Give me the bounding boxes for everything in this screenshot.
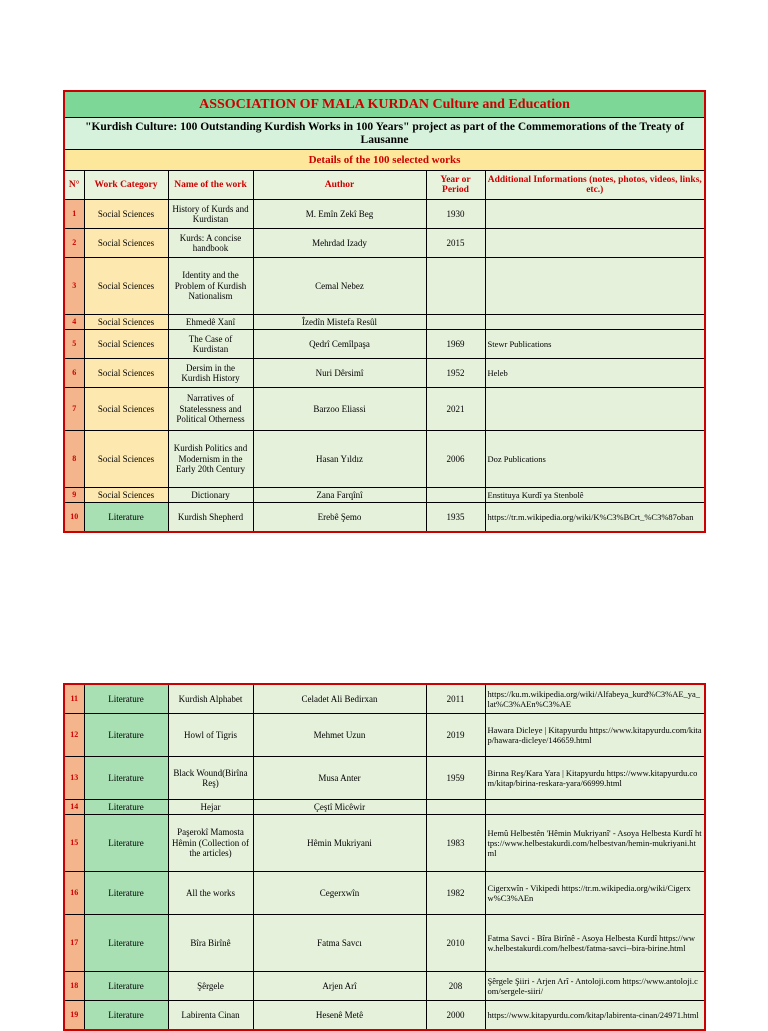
table-row [64,1001,705,1031]
row-category: Social Sciences [84,258,168,315]
row-year [426,258,485,315]
row-additional-info: Birına Reş/Kara Yara | Kitapyurdu https://www.kitapyurdu.com/kitap/birina-reskara-yara/66999.html [485,757,705,800]
row-work-name: Kurdish Shepherd [168,503,253,533]
project-subtitle: "Kurdish Culture: 100 Outstanding Kurdish Works in 100 Years" project as part of the Commemorations of the Treaty of Lausanne [64,118,705,150]
row-year [426,488,485,503]
table-row [64,200,705,229]
association-title: ASSOCIATION OF MALA KURDAN Culture and Education [64,91,705,118]
row-work-name: The Case of Kurdistan [168,330,253,359]
row-additional-info: Hemû Helbestên 'Hêmin Mukriyanî' - Asoya Helbesta Kurdî https://www.helbestakurdi.com/helbestvan/hemin-mukriyani.html [485,815,705,872]
row-category: Social Sciences [84,359,168,388]
row-work-name: Kurdish Politics and Modernism in the Early 20th Century [168,431,253,488]
table-row [64,757,705,800]
row-number: 2 [64,229,84,258]
row-year: 1952 [426,359,485,388]
table-row [64,714,705,757]
row-author: Arjen Arî [253,972,426,1001]
table-row [64,872,705,915]
table-row [64,684,705,714]
row-category: Literature [84,872,168,915]
row-number: 11 [64,684,84,714]
table-row [64,258,705,315]
row-category: Literature [84,972,168,1001]
row-author: M. Emîn Zekî Beg [253,200,426,229]
row-number: 19 [64,1001,84,1031]
table-row [64,330,705,359]
row-work-name: Paşerokî Mamosta Hêmin (Collection of the articles) [168,815,253,872]
table-header-row [64,171,705,200]
row-additional-info: Enstituya Kurdî ya Stenbolê [485,488,705,503]
row-year: 1959 [426,757,485,800]
row-additional-info: https://tr.m.wikipedia.org/wiki/K%C3%BCrt_%C3%87oban [485,503,705,533]
row-additional-info: Doz Publications [485,431,705,488]
col-header-year: Year or Period [426,171,485,200]
table-row [64,229,705,258]
row-year: 2011 [426,684,485,714]
row-year: 1982 [426,872,485,915]
row-additional-info: Cigerxwîn - Vikipedi https://tr.m.wikipedia.org/wiki/Cigerxw%C3%AEn [485,872,705,915]
row-category: Literature [84,1001,168,1031]
row-number: 15 [64,815,84,872]
row-work-name: Dictionary [168,488,253,503]
row-work-name: History of Kurds and Kurdistan [168,200,253,229]
row-author: Mehrdad Izady [253,229,426,258]
table-row [64,815,705,872]
row-additional-info: https://ku.m.wikipedia.org/wiki/Alfabeya_kurd%C3%AE_ya_lat%C3%AEn%C3%AE [485,684,705,714]
row-work-name: Hejar [168,800,253,815]
row-number: 4 [64,315,84,330]
row-number: 13 [64,757,84,800]
row-category: Literature [84,503,168,533]
row-additional-info: Hawara Dicleye | Kitapyurdu https://www.kitapyurdu.com/kitap/hawara-dicleye/146659.html [485,714,705,757]
details-heading: Details of the 100 selected works [64,150,705,171]
row-additional-info [485,800,705,815]
works-table-part-2 [63,683,706,1031]
col-header-category: Work Category [84,171,168,200]
row-number: 12 [64,714,84,757]
row-year: 2015 [426,229,485,258]
row-author: Qedrî Cemîlpaşa [253,330,426,359]
table-row [64,388,705,431]
row-work-name: Black Wound(Birîna Reş) [168,757,253,800]
row-work-name: Şêrgele [168,972,253,1001]
row-work-name: Identity and the Problem of Kurdish Nationalism [168,258,253,315]
row-author: Hesenê Metê [253,1001,426,1031]
row-category: Literature [84,815,168,872]
row-year: 2010 [426,915,485,972]
row-additional-info [485,388,705,431]
row-author: Zana Farqînî [253,488,426,503]
row-work-name: Ehmedê Xanî [168,315,253,330]
row-number: 17 [64,915,84,972]
row-author: Îzedîn Mistefa Resûl [253,315,426,330]
row-additional-info: Heleb [485,359,705,388]
row-year: 1983 [426,815,485,872]
row-year [426,800,485,815]
row-work-name: Kurds: A concise handbook [168,229,253,258]
row-number: 8 [64,431,84,488]
row-number: 7 [64,388,84,431]
row-author: Cemal Nebez [253,258,426,315]
table-row [64,915,705,972]
row-number: 3 [64,258,84,315]
row-category: Social Sciences [84,229,168,258]
col-header-num: N° [64,171,84,200]
table-row [64,503,705,533]
table-row [64,800,705,815]
row-work-name: Howl of Tigris [168,714,253,757]
row-category: Social Sciences [84,388,168,431]
row-author: Hêmin Mukriyani [253,815,426,872]
row-number: 5 [64,330,84,359]
row-author: Cegerxwîn [253,872,426,915]
row-additional-info [485,258,705,315]
row-number: 9 [64,488,84,503]
row-year: 2019 [426,714,485,757]
row-author: Mehmet Uzun [253,714,426,757]
row-author: Çeştî Micêwir [253,800,426,815]
col-header-author: Author [253,171,426,200]
row-category: Literature [84,714,168,757]
row-author: Musa Anter [253,757,426,800]
table-row [64,315,705,330]
row-number: 14 [64,800,84,815]
row-additional-info [485,315,705,330]
table-row [64,359,705,388]
row-author: Celadet Ali Bedirxan [253,684,426,714]
row-category: Literature [84,800,168,815]
row-work-name: Kurdish Alphabet [168,684,253,714]
row-additional-info: Stewr Publications [485,330,705,359]
row-additional-info [485,200,705,229]
row-work-name: Bîra Birînê [168,915,253,972]
row-additional-info: Şêrgele Şiiri - Arjen Arî - Antoloji.com https://www.antoloji.com/sergele-siiri/ [485,972,705,1001]
row-category: Social Sciences [84,315,168,330]
row-year: 2006 [426,431,485,488]
row-number: 10 [64,503,84,533]
row-category: Social Sciences [84,431,168,488]
table-row [64,488,705,503]
row-category: Literature [84,915,168,972]
row-additional-info: https://www.kitapyurdu.com/kitap/labirenta-cinan/24971.html [485,1001,705,1031]
row-number: 18 [64,972,84,1001]
row-year: 1935 [426,503,485,533]
row-year: 208 [426,972,485,1001]
row-category: Social Sciences [84,488,168,503]
row-work-name: Dersim in the Kurdish History [168,359,253,388]
row-year [426,315,485,330]
row-year: 2021 [426,388,485,431]
row-category: Literature [84,684,168,714]
row-work-name: Labirenta Cinan [168,1001,253,1031]
col-header-info: Additional Informations (notes, photos, videos, links, etc.) [485,171,705,200]
row-category: Social Sciences [84,200,168,229]
row-author: Fatma Savcı [253,915,426,972]
row-category: Social Sciences [84,330,168,359]
works-table-part-1 [63,90,706,533]
table-row [64,972,705,1001]
row-work-name: All the works [168,872,253,915]
row-number: 1 [64,200,84,229]
row-author: Hasan Yıldız [253,431,426,488]
row-work-name: Narratives of Statelessness and Political Otherness [168,388,253,431]
table-row [64,431,705,488]
row-year: 2000 [426,1001,485,1031]
row-author: Nuri Dêrsimî [253,359,426,388]
row-number: 6 [64,359,84,388]
row-category: Literature [84,757,168,800]
col-header-work: Name of the work [168,171,253,200]
row-additional-info [485,229,705,258]
row-year: 1930 [426,200,485,229]
row-additional-info: Fatma Savci - Bîra Birînê - Asoya Helbesta Kurdî https://www.helbestakurdi.com/helbest/fatma-savci--bira-birine.html [485,915,705,972]
row-year: 1969 [426,330,485,359]
row-author: Erebê Şemo [253,503,426,533]
row-number: 16 [64,872,84,915]
row-author: Barzoo Eliassi [253,388,426,431]
